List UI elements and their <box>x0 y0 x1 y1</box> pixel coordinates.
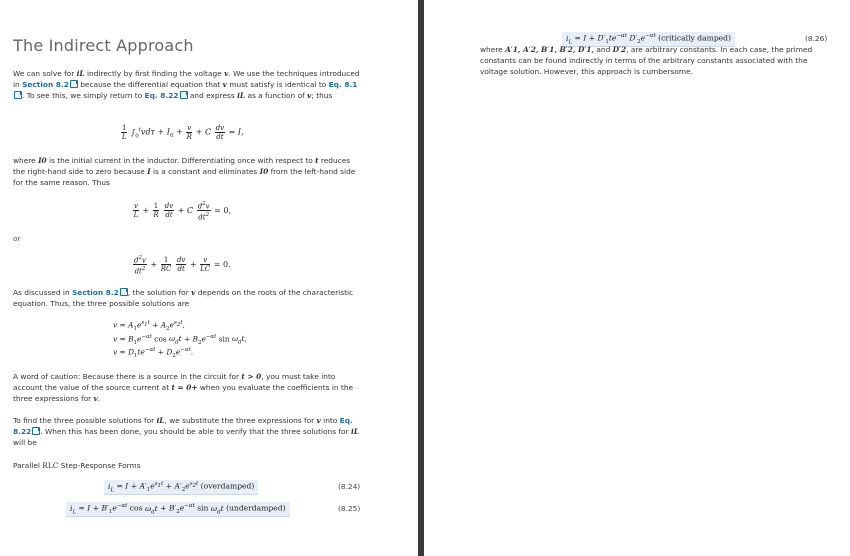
paragraph-substitute: To find the three possible solutions for iL, we substitute the three expressions for v into Eq. 8.22 . When this has been done, you should be able to verify that the three solutions for iL will be <box>13 416 359 447</box>
equation-8-25: $i_L = I + B'_1e^{-\alpha t}$ $\cos \omega_dt + B'_2e^{-\alpha t}$ $\sin \omega_dt$ (underdamped) <box>66 502 290 517</box>
equation-number-8-26: (8.26) <box>805 34 828 43</box>
paragraph-roots: As discussed in Section 8.2 , the solution for v depends on the roots of the characteristic equation. Thus, the three possible solutions are <box>13 288 354 308</box>
equation-8-26: $i_L = I + D'_1te^{-\alpha t}$ $D'_2e^{-\alpha t}$ (critically damped) <box>562 32 735 47</box>
external-link-icon <box>14 91 22 99</box>
forms-label: Parallel RLC Step-Response Forms <box>13 461 141 470</box>
equation-integral: $\frac{1}{L}$ $\int_0^tvd\tau + I_0$ + $\frac{v}{R}$ + C $\frac{dv}{dt}$ = I, <box>121 124 244 141</box>
external-link-icon <box>180 91 188 99</box>
equation-8-24: $i_L = I + A'_1e^{s_1t} + A'_2e^{s_2t}$ (overdamped) <box>104 480 258 495</box>
right-page <box>424 0 850 556</box>
paragraph-initial-current: where I0 is the initial current in the inductor. Differentiating once with respect to t reduces the right-hand side to zero because I is a constant and eliminates I0 from the left-hand side for the same reason. Thus <box>13 156 356 187</box>
equation-number-8-25: (8.25) <box>338 504 361 513</box>
equation-number-8-24: (8.24) <box>338 482 361 491</box>
link-eq-8-22[interactable]: Eq. 8.22 <box>13 416 353 436</box>
link-section-8-2[interactable]: Section 8.2 <box>22 80 78 89</box>
equation-v-overdamped: $v = A_1e^{s_1t} + A_2e^{s_2t}$, <box>113 320 185 332</box>
link-eq-8-22[interactable]: Eq. 8.22 <box>145 91 188 100</box>
var-v: v <box>224 69 229 78</box>
external-link-icon <box>120 288 128 296</box>
link-eq-8-1[interactable]: Eq. 8.1 <box>13 80 357 100</box>
equation-v-underdamped: $v = B_1e^{-\alpha t}$ $\cos \omega_dt + B_2e^{-\alpha t}$ $\sin \omega_dt$, <box>113 334 247 346</box>
external-link-icon <box>70 80 78 88</box>
equation-differentiated: $\frac{v}{L}$ + $\frac{1}{R}$ $\frac{dv}{dt}$ + C $\frac{d^2v}{dt^2}$ = 0, <box>133 201 232 222</box>
paragraph-caution: A word of caution: Because there is a source in the circuit for t > 0, you must take into account the value of the source current at t = 0+ when you evaluate the coefficients in the three expressions for v. <box>13 372 354 403</box>
or-text: or <box>13 234 21 243</box>
intro-paragraph: We can solve for iL indirectly by first finding the voltage v. We use the techniques introduced in Section 8.2 because the differential equation that v must satisfy is identical to Eq. 8.1. To see this, we simply return to Eq. 8.22 and express iL as a function of v; thus <box>13 69 360 100</box>
external-link-icon <box>32 427 40 435</box>
equation-v-critically-damped: $v = D_1te^{-\alpha t} + D_2e^{-\alpha t}$. <box>113 347 194 359</box>
equation-characteristic-form: $\frac{d^2v}{dt^2}$ + $\frac{1}{RC}$ $\frac{dv}{dt}$ + $\frac{v}{LC}$ = 0. <box>134 255 231 276</box>
left-page <box>0 0 418 556</box>
paragraph-primed-constants: where A′1, A′2, B′1, B′2, D′1, and D′2, are arbitrary constants. In each case, the primed constants can be found indirectly in terms of the arbitrary constants associated with the voltage solution. However, this approach is cumbersome. <box>480 45 813 76</box>
link-section-8-2[interactable]: Section 8.2 <box>72 288 128 297</box>
section-title: The Indirect Approach <box>13 36 194 55</box>
var-il: iL <box>76 69 85 78</box>
